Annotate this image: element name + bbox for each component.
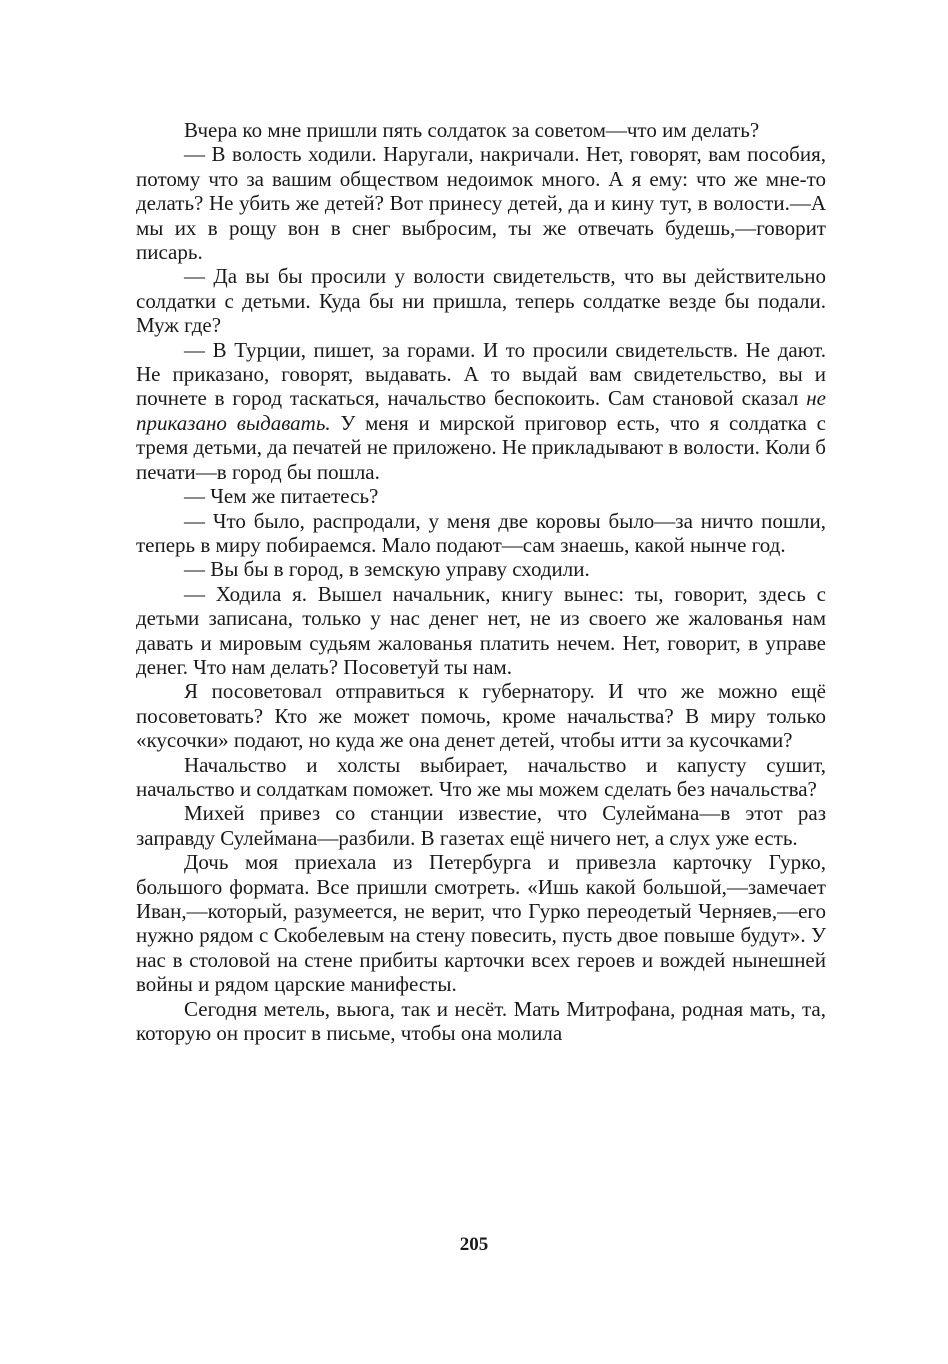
paragraph: Начальство и холсты выбирает, начальство и капусту сушит, начальство и солдаткам поможет. Что же мы можем сделать без начальства? <box>136 752 826 801</box>
paragraph: Дочь моя приехала из Петербурга и привезла карточку Гурко, большого формата. Все пришли смотреть. «Ишь какой большой,—замечает Иван,—который, разумеется, не верит, что Гурко переодетый Черняев,—его нужно рядом с Скобелевым на стену повесить, пусть двое повыше будут». У нас в столовой на стене прибиты карточки всех героев и вождей нынешней войны и рядом царские манифесты. <box>136 850 826 997</box>
paragraph: Сегодня метель, вьюга, так и несёт. Мать Митрофана, родная мать, та, которую он просит в письме, чтобы она молила <box>136 996 826 1046</box>
paragraph-text: — В Турции, пишет, за горами. И то просили свидетельств. Не дают. Не приказано, говорят, выдавать. А то выдай вам свидетельство, вы и почнете в город таскаться, начальство беспокоить. Сам становой сказал <box>136 337 826 411</box>
page-number: 205 <box>459 1234 489 1255</box>
paragraph: — Что было, распродали, у меня две коровы было—за ничто пошли, теперь в миру побираемся. Мало подают—сам знаешь, какой нынче год. <box>136 508 826 557</box>
paragraph: — В волость ходили. Наругали, накричали. Нет, говорят, вам пособия, потому что за вашим обществом недоимок много. А я ему: что же мне-то делать? Не убить же детей? Вот принесу детей, да и кину тут, в волости.—А мы их в рощу вон в снег выбросим, ты же отвечать будешь,—говорит писарь. <box>136 142 826 265</box>
paragraph: Михей привез со станции известие, что Сулеймана—в этот раз заправду Сулеймана—разбили. В газетах ещё ничего нет, а слух уже есть. <box>136 801 826 850</box>
paragraph: Вчера ко мне пришли пять солдаток за советом—что им делать? <box>184 118 760 142</box>
paragraph: — Вы бы в город, в земскую управу сходили. <box>184 557 590 582</box>
italic-quote: не приказано выдавать. <box>136 386 826 435</box>
paragraph <box>136 338 826 484</box>
paragraph: Я посоветовал отправиться к губернатору. И что же можно ещё посоветовать? Кто же может помочь, кроме начальства? В миру только «кусочки» подают, но куда же она денет детей, чтобы итти за кусочками? <box>136 679 826 753</box>
paragraph-text: У меня и мирской приговор есть, что я солдатка с тремя детьми, да печатей не приложено. Не прикладывают в волости. Коли б печати—в город бы пошла. <box>136 410 826 484</box>
paragraph: — Да вы бы просили у волости свидетельств, что вы действительно солдатки с детьми. Куда бы ни пришла, теперь солдатке везде бы подали. Муж где? <box>136 264 826 338</box>
body-text <box>136 118 826 1045</box>
paragraph: — Чем же питаетесь? <box>184 484 379 509</box>
paragraph: — Ходила я. Вышел начальник, книгу вынес: ты, говорит, здесь с детьми записана, только у нас денег нет, не из своего же жалованья нам давать и мировым судьям жалованья платить нечем. Нет, говорит, в управе денег. Что нам делать? Посоветуй ты нам. <box>136 581 826 679</box>
